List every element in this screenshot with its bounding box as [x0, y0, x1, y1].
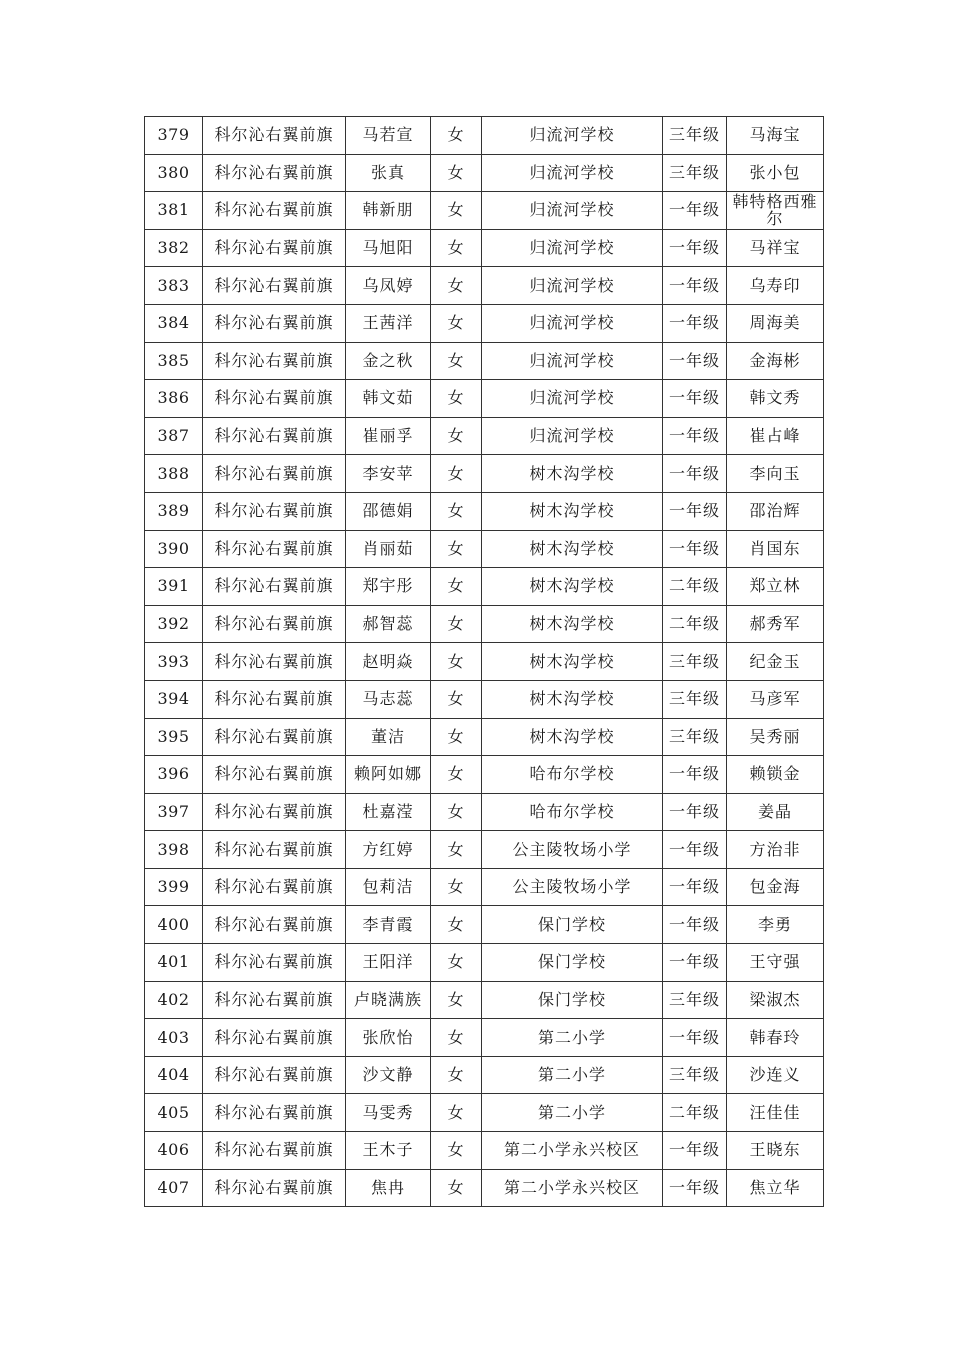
student-name-cell: 郑宇彤	[346, 568, 431, 606]
table-row	[145, 643, 824, 681]
grade-cell: 一年级	[663, 492, 727, 530]
banner-cell: 科尔沁右翼前旗	[203, 342, 346, 380]
index-cell: 404	[145, 1056, 203, 1094]
index-cell: 399	[145, 868, 203, 906]
index-cell: 398	[145, 831, 203, 869]
guardian-name-cell: 包金海	[727, 868, 824, 906]
gender-cell: 女	[431, 192, 482, 230]
guardian-name-cell: 梁淑杰	[727, 981, 824, 1019]
grade-cell: 二年级	[663, 605, 727, 643]
school-cell: 公主陵牧场小学	[482, 868, 663, 906]
index-cell: 403	[145, 1019, 203, 1057]
index-cell: 391	[145, 568, 203, 606]
school-cell: 哈布尔学校	[482, 756, 663, 794]
table-row	[145, 492, 824, 530]
school-cell: 树木沟学校	[482, 492, 663, 530]
grade-cell: 三年级	[663, 643, 727, 681]
school-cell: 树木沟学校	[482, 605, 663, 643]
guardian-name-cell: 肖国东	[727, 530, 824, 568]
school-cell: 归流河学校	[482, 380, 663, 418]
index-cell: 381	[145, 192, 203, 230]
student-name-cell: 李安苹	[346, 455, 431, 493]
table-row	[145, 117, 824, 155]
student-name-cell: 马志蕊	[346, 680, 431, 718]
index-cell: 384	[145, 304, 203, 342]
banner-cell: 科尔沁右翼前旗	[203, 718, 346, 756]
guardian-name-cell: 乌寿印	[727, 267, 824, 305]
school-cell: 树木沟学校	[482, 568, 663, 606]
banner-cell: 科尔沁右翼前旗	[203, 643, 346, 681]
gender-cell: 女	[431, 530, 482, 568]
banner-cell: 科尔沁右翼前旗	[203, 154, 346, 192]
gender-cell: 女	[431, 831, 482, 869]
grade-cell: 一年级	[663, 417, 727, 455]
grade-cell: 一年级	[663, 455, 727, 493]
guardian-name-cell: 焦立华	[727, 1169, 824, 1207]
student-name-cell: 焦冉	[346, 1169, 431, 1207]
school-cell: 第二小学	[482, 1019, 663, 1057]
table-row	[145, 380, 824, 418]
grade-cell: 一年级	[663, 530, 727, 568]
gender-cell: 女	[431, 342, 482, 380]
gender-cell: 女	[431, 568, 482, 606]
school-cell: 保门学校	[482, 944, 663, 982]
index-cell: 379	[145, 117, 203, 155]
table-row	[145, 455, 824, 493]
table-row	[145, 342, 824, 380]
index-cell: 397	[145, 793, 203, 831]
banner-cell: 科尔沁右翼前旗	[203, 530, 346, 568]
roster-body	[145, 117, 824, 1207]
school-cell: 归流河学校	[482, 342, 663, 380]
grade-cell: 三年级	[663, 680, 727, 718]
school-cell: 公主陵牧场小学	[482, 831, 663, 869]
student-name-cell: 卢晓满族	[346, 981, 431, 1019]
table-row	[145, 1094, 824, 1132]
banner-cell: 科尔沁右翼前旗	[203, 304, 346, 342]
guardian-name-cell: 王守强	[727, 944, 824, 982]
student-name-cell: 韩新朋	[346, 192, 431, 230]
student-name-cell: 张欣怡	[346, 1019, 431, 1057]
guardian-name-cell: 王晓东	[727, 1132, 824, 1170]
student-name-cell: 崔丽孚	[346, 417, 431, 455]
banner-cell: 科尔沁右翼前旗	[203, 793, 346, 831]
index-cell: 400	[145, 906, 203, 944]
guardian-name-cell: 郑立林	[727, 568, 824, 606]
guardian-name-cell: 纪金玉	[727, 643, 824, 681]
table-row	[145, 944, 824, 982]
banner-cell: 科尔沁右翼前旗	[203, 1094, 346, 1132]
table-row	[145, 229, 824, 267]
student-name-cell: 金之秋	[346, 342, 431, 380]
index-cell: 386	[145, 380, 203, 418]
index-cell: 392	[145, 605, 203, 643]
student-name-cell: 乌凤婷	[346, 267, 431, 305]
school-cell: 树木沟学校	[482, 718, 663, 756]
guardian-name-cell: 赖锁金	[727, 756, 824, 794]
student-name-cell: 韩文茹	[346, 380, 431, 418]
table-row	[145, 831, 824, 869]
student-name-cell: 张真	[346, 154, 431, 192]
banner-cell: 科尔沁右翼前旗	[203, 1169, 346, 1207]
guardian-name-cell: 金海彬	[727, 342, 824, 380]
student-name-cell: 包莉洁	[346, 868, 431, 906]
table-row	[145, 530, 824, 568]
index-cell: 394	[145, 680, 203, 718]
table-row	[145, 756, 824, 794]
school-cell: 第二小学	[482, 1056, 663, 1094]
gender-cell: 女	[431, 1056, 482, 1094]
banner-cell: 科尔沁右翼前旗	[203, 981, 346, 1019]
guardian-name-cell: 韩特格西雅尔	[727, 192, 824, 230]
index-cell: 395	[145, 718, 203, 756]
guardian-name-cell: 崔占峰	[727, 417, 824, 455]
grade-cell: 一年级	[663, 267, 727, 305]
table-row	[145, 154, 824, 192]
grade-cell: 二年级	[663, 568, 727, 606]
index-cell: 401	[145, 944, 203, 982]
banner-cell: 科尔沁右翼前旗	[203, 417, 346, 455]
gender-cell: 女	[431, 981, 482, 1019]
student-name-cell: 王木子	[346, 1132, 431, 1170]
index-cell: 387	[145, 417, 203, 455]
grade-cell: 一年级	[663, 1132, 727, 1170]
index-cell: 389	[145, 492, 203, 530]
student-name-cell: 方红婷	[346, 831, 431, 869]
grade-cell: 一年级	[663, 1169, 727, 1207]
banner-cell: 科尔沁右翼前旗	[203, 680, 346, 718]
guardian-name-cell: 张小包	[727, 154, 824, 192]
student-name-cell: 郝智蕊	[346, 605, 431, 643]
school-cell: 哈布尔学校	[482, 793, 663, 831]
table-row	[145, 793, 824, 831]
guardian-name-cell: 郝秀军	[727, 605, 824, 643]
table-row	[145, 1132, 824, 1170]
school-cell: 归流河学校	[482, 267, 663, 305]
banner-cell: 科尔沁右翼前旗	[203, 1056, 346, 1094]
grade-cell: 三年级	[663, 154, 727, 192]
grade-cell: 一年级	[663, 192, 727, 230]
gender-cell: 女	[431, 304, 482, 342]
gender-cell: 女	[431, 793, 482, 831]
gender-cell: 女	[431, 492, 482, 530]
banner-cell: 科尔沁右翼前旗	[203, 906, 346, 944]
banner-cell: 科尔沁右翼前旗	[203, 756, 346, 794]
index-cell: 405	[145, 1094, 203, 1132]
student-name-cell: 王阳洋	[346, 944, 431, 982]
gender-cell: 女	[431, 267, 482, 305]
gender-cell: 女	[431, 417, 482, 455]
grade-cell: 三年级	[663, 981, 727, 1019]
gender-cell: 女	[431, 643, 482, 681]
index-cell: 407	[145, 1169, 203, 1207]
school-cell: 归流河学校	[482, 117, 663, 155]
banner-cell: 科尔沁右翼前旗	[203, 1019, 346, 1057]
table-row	[145, 1056, 824, 1094]
grade-cell: 一年级	[663, 756, 727, 794]
banner-cell: 科尔沁右翼前旗	[203, 868, 346, 906]
student-name-cell: 杜嘉滢	[346, 793, 431, 831]
student-name-cell: 马雯秀	[346, 1094, 431, 1132]
index-cell: 396	[145, 756, 203, 794]
gender-cell: 女	[431, 1019, 482, 1057]
guardian-name-cell: 马祥宝	[727, 229, 824, 267]
table-row	[145, 718, 824, 756]
gender-cell: 女	[431, 154, 482, 192]
table-row	[145, 680, 824, 718]
index-cell: 385	[145, 342, 203, 380]
school-cell: 归流河学校	[482, 154, 663, 192]
guardian-name-cell: 周海美	[727, 304, 824, 342]
index-cell: 388	[145, 455, 203, 493]
banner-cell: 科尔沁右翼前旗	[203, 492, 346, 530]
gender-cell: 女	[431, 868, 482, 906]
grade-cell: 一年级	[663, 868, 727, 906]
student-name-cell: 肖丽茹	[346, 530, 431, 568]
roster-table	[144, 116, 824, 1207]
index-cell: 390	[145, 530, 203, 568]
gender-cell: 女	[431, 1094, 482, 1132]
grade-cell: 三年级	[663, 117, 727, 155]
banner-cell: 科尔沁右翼前旗	[203, 267, 346, 305]
banner-cell: 科尔沁右翼前旗	[203, 1132, 346, 1170]
grade-cell: 一年级	[663, 229, 727, 267]
guardian-name-cell: 李向玉	[727, 455, 824, 493]
guardian-name-cell: 吴秀丽	[727, 718, 824, 756]
gender-cell: 女	[431, 117, 482, 155]
grade-cell: 一年级	[663, 944, 727, 982]
table-row	[145, 267, 824, 305]
student-name-cell: 沙文静	[346, 1056, 431, 1094]
gender-cell: 女	[431, 455, 482, 493]
student-name-cell: 赖阿如娜	[346, 756, 431, 794]
grade-cell: 一年级	[663, 1019, 727, 1057]
gender-cell: 女	[431, 906, 482, 944]
school-cell: 第二小学	[482, 1094, 663, 1132]
table-row	[145, 417, 824, 455]
gender-cell: 女	[431, 229, 482, 267]
guardian-name-cell: 李勇	[727, 906, 824, 944]
table-row	[145, 1169, 824, 1207]
table-row	[145, 605, 824, 643]
student-name-cell: 李青霞	[346, 906, 431, 944]
banner-cell: 科尔沁右翼前旗	[203, 568, 346, 606]
banner-cell: 科尔沁右翼前旗	[203, 380, 346, 418]
table-row	[145, 906, 824, 944]
gender-cell: 女	[431, 605, 482, 643]
grade-cell: 一年级	[663, 304, 727, 342]
index-cell: 382	[145, 229, 203, 267]
banner-cell: 科尔沁右翼前旗	[203, 229, 346, 267]
grade-cell: 一年级	[663, 793, 727, 831]
index-cell: 383	[145, 267, 203, 305]
school-cell: 第二小学永兴校区	[482, 1132, 663, 1170]
school-cell: 树木沟学校	[482, 680, 663, 718]
guardian-name-cell: 邵治辉	[727, 492, 824, 530]
table-row	[145, 192, 824, 230]
guardian-name-cell: 韩春玲	[727, 1019, 824, 1057]
index-cell: 380	[145, 154, 203, 192]
index-cell: 402	[145, 981, 203, 1019]
gender-cell: 女	[431, 380, 482, 418]
banner-cell: 科尔沁右翼前旗	[203, 605, 346, 643]
school-cell: 树木沟学校	[482, 455, 663, 493]
guardian-name-cell: 方治非	[727, 831, 824, 869]
student-name-cell: 赵明焱	[346, 643, 431, 681]
index-cell: 393	[145, 643, 203, 681]
grade-cell: 三年级	[663, 1056, 727, 1094]
student-name-cell: 马旭阳	[346, 229, 431, 267]
guardian-name-cell: 马彦军	[727, 680, 824, 718]
gender-cell: 女	[431, 680, 482, 718]
banner-cell: 科尔沁右翼前旗	[203, 944, 346, 982]
school-cell: 归流河学校	[482, 304, 663, 342]
guardian-name-cell: 马海宝	[727, 117, 824, 155]
grade-cell: 一年级	[663, 342, 727, 380]
index-cell: 406	[145, 1132, 203, 1170]
table-row	[145, 568, 824, 606]
table-row	[145, 868, 824, 906]
gender-cell: 女	[431, 1169, 482, 1207]
school-cell: 归流河学校	[482, 417, 663, 455]
school-cell: 第二小学永兴校区	[482, 1169, 663, 1207]
table-row	[145, 1019, 824, 1057]
table-row	[145, 981, 824, 1019]
guardian-name-cell: 姜晶	[727, 793, 824, 831]
school-cell: 树木沟学校	[482, 530, 663, 568]
gender-cell: 女	[431, 718, 482, 756]
school-cell: 保门学校	[482, 981, 663, 1019]
grade-cell: 一年级	[663, 380, 727, 418]
school-cell: 归流河学校	[482, 192, 663, 230]
guardian-name-cell: 汪佳佳	[727, 1094, 824, 1132]
table-row	[145, 304, 824, 342]
grade-cell: 一年级	[663, 831, 727, 869]
school-cell: 归流河学校	[482, 229, 663, 267]
grade-cell: 一年级	[663, 906, 727, 944]
gender-cell: 女	[431, 944, 482, 982]
banner-cell: 科尔沁右翼前旗	[203, 192, 346, 230]
guardian-name-cell: 沙连义	[727, 1056, 824, 1094]
school-cell: 树木沟学校	[482, 643, 663, 681]
school-cell: 保门学校	[482, 906, 663, 944]
grade-cell: 二年级	[663, 1094, 727, 1132]
grade-cell: 三年级	[663, 718, 727, 756]
student-name-cell: 马若宣	[346, 117, 431, 155]
banner-cell: 科尔沁右翼前旗	[203, 831, 346, 869]
banner-cell: 科尔沁右翼前旗	[203, 117, 346, 155]
student-name-cell: 董洁	[346, 718, 431, 756]
student-name-cell: 邵德娟	[346, 492, 431, 530]
gender-cell: 女	[431, 756, 482, 794]
gender-cell: 女	[431, 1132, 482, 1170]
guardian-name-cell: 韩文秀	[727, 380, 824, 418]
student-name-cell: 王茜洋	[346, 304, 431, 342]
banner-cell: 科尔沁右翼前旗	[203, 455, 346, 493]
